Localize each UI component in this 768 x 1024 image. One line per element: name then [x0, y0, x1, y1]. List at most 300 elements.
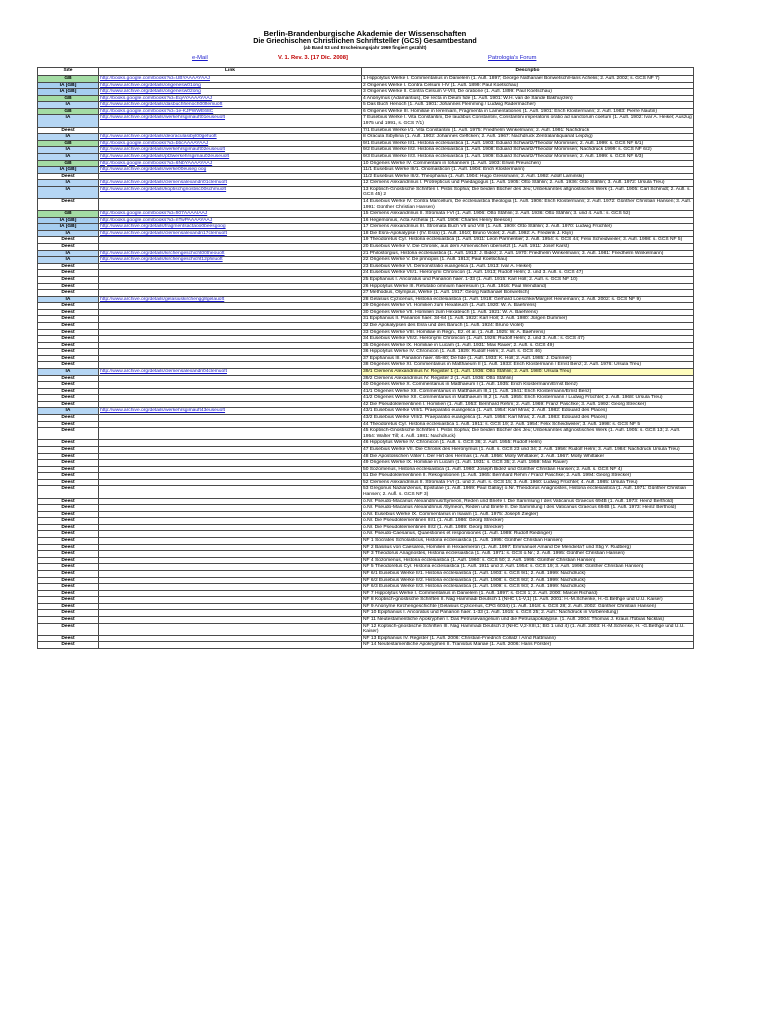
site-cell: Deest	[38, 388, 99, 395]
table-row	[38, 453, 694, 460]
table-row	[38, 597, 694, 604]
description-cell: 41/1 Origenes Werke XII. Commentarius in Matthaeum III,1 (1. Aufl. 1941: Erich Klostermann/Ernst Benz)	[362, 388, 694, 395]
site-cell: Deest	[38, 342, 99, 349]
link-cell[interactable]: http://books.google.com/books?id=1e-KJPWWE68C	[99, 108, 362, 115]
site-cell: Deest	[38, 616, 99, 623]
column-header-link: Link	[99, 68, 362, 76]
site-cell: Deest	[38, 551, 99, 558]
table-row	[38, 388, 694, 395]
link-cell[interactable]: http://books.google.com/books?id=UBYAAAAYAAJ	[99, 76, 362, 83]
table-row	[38, 217, 694, 224]
link-cell[interactable]: http://www.archive.org/details/kirchengeschicht12philuoft	[99, 257, 362, 264]
table-row	[38, 336, 694, 343]
link-cell[interactable]: http://books.google.com/books?id=bbcAAAAYAAJ	[99, 140, 362, 147]
table-row	[38, 153, 694, 160]
table-row	[38, 224, 694, 231]
forum-link[interactable]: Patrologia's Forum	[488, 55, 537, 61]
description-cell: 9/1 Eusebius Werke II/1. Historia ecclesiastica (1. Aufl. 1903: Eduard Schwartz/Theodor Mommsen; 2. Aufl. 1999: s. GCS NF 6/1)	[362, 140, 694, 147]
site-cell: GB	[38, 95, 99, 102]
table-row	[38, 115, 694, 127]
link-cell	[99, 395, 362, 402]
description-cell: 11/2 Eusebius Werke III/2. Theophania (1. Aufl. 1904: Hugo Gressmann; 2. Aufl. 1992: Adolf Laminski)	[362, 173, 694, 180]
link-cell	[99, 616, 362, 623]
site-cell: Deest	[38, 590, 99, 597]
link-cell	[99, 329, 362, 336]
description-cell: 34 Eusebius Werke VII/2. Hieronymi Chronicon (1. Aufl. 1926: Rudolf Helm; 2. und 3. Aufl.: s. GCS 47)	[362, 336, 694, 343]
link-cell[interactable]: http://books.google.com/books?id=EqAYAAAAYAAJ	[99, 95, 362, 102]
table-row	[38, 349, 694, 356]
description-cell: 12 Clemens Alexandrinus I. Protrepticus und Paedagogus (1. Aufl. 1905: Otto Stählin; 2. Aufl. 1936: Otto Stählin; 3. Aufl. 1972: Ursula Treu)	[362, 180, 694, 187]
table-row	[38, 230, 694, 237]
document-subtitle: Die Griechischen Christlichen Schriftsteller (GCS) Gesamtbestand	[253, 37, 477, 45]
link-cell	[99, 283, 362, 290]
table-body	[38, 76, 694, 649]
site-cell: Deest	[38, 486, 99, 498]
table-row	[38, 428, 694, 440]
column-header-descriptio: Descriptio	[362, 68, 694, 76]
site-cell: IA	[38, 230, 99, 237]
site-cell: IA	[38, 186, 99, 198]
link-cell[interactable]: http://www.archive.org/details/deoraculasibyl00gefuoft	[99, 134, 362, 141]
description-cell: NF 8 Koptisch-gnostische Schriften II. Nag Hammadi Deutsch 1 (NHC I,1-V,1) (1. Aufl. 2001: H.-M.Schenke, H.-G.Bethge und U.U. Kaiser)	[362, 597, 694, 604]
table-header-row	[38, 68, 694, 76]
table-row	[38, 538, 694, 545]
table-row	[38, 382, 694, 389]
site-cell: IA [GB]	[38, 224, 99, 231]
table-row	[38, 95, 694, 102]
table-row	[38, 322, 694, 329]
description-cell: 21 Philostorgius, Historia ecclesiastica (1. Aufl. 1913: J. Bidez; 2. Aufl. 1970: Friedhelm Winkelmann; 3. Aufl. 1981: Friedhelm Winkelmann)	[362, 250, 694, 257]
link-cell[interactable]: http://www.archive.org/details/clemensalexandri17clemuoft	[99, 230, 362, 237]
table-row	[38, 408, 694, 415]
site-cell: Deest	[38, 531, 99, 538]
site-cell: Deest	[38, 524, 99, 531]
link-cell	[99, 421, 362, 428]
link-cell[interactable]: http://www.archive.org/details/origenesw02orig	[99, 89, 362, 96]
link-cell[interactable]: http://www.archive.org/details/origenesw01orig	[99, 82, 362, 89]
link-cell	[99, 388, 362, 395]
link-cell	[99, 577, 362, 584]
site-cell: Deest	[38, 623, 99, 635]
table-row	[38, 180, 694, 187]
site-cell: IA	[38, 408, 99, 415]
table-row	[38, 102, 694, 109]
table-row	[38, 244, 694, 251]
description-cell: 9/2 Eusebius Werke II/2. Historia ecclesiastica (1. Aufl. 1908: Eduard Schwartz/Theodor Mommsen; Nachdruck 1999: s. GCS NF 6/2)	[362, 147, 694, 154]
site-cell: Deest	[38, 401, 99, 408]
table-row	[38, 590, 694, 597]
table-row	[38, 257, 694, 264]
site-cell: Deest	[38, 283, 99, 290]
table-row	[38, 82, 694, 89]
description-cell: NF 4 Sozomenus, Historia ecclesiastica (1. Aufl. 1960: s. GCS 50; 2. Aufl. 1995: Günther Christian Hansen)	[362, 557, 694, 564]
link-cell	[99, 382, 362, 389]
description-cell: NF 12 Koptisch-gnostische Schriften III. Nag Hammadi Deutsch 2 (NHC V,2-XIII,1; BG 1 und 4) (1. Aufl. 2003: H.-M.Schenke, H. -G.Bethge und U.U. Kaiser)	[362, 623, 694, 635]
site-cell: Deest	[38, 446, 99, 453]
description-cell: 30 Origenes Werke VII. Homilien zum Hexateuch (1. Aufl. 1921: W. A. Baehrens)	[362, 309, 694, 316]
site-cell: Deest	[38, 263, 99, 270]
description-cell: 43/1 Eusebius Werke VIII/1. Praeparatio euangelica (1. Aufl. 1954: Karl Mras; 2. Aufl. 1982: Édouard des Places)	[362, 408, 694, 415]
site-cell: Deest	[38, 570, 99, 577]
table-row	[38, 303, 694, 310]
description-cell: 28 Gelasius Cyzicenus, Historia ecclesiastica (1. Aufl. 1918: Gerhard Loeschke/Margret Heinemann; 2. Aufl. 2002: s. GCS NF 9)	[362, 296, 694, 303]
description-cell: NF 6/3 Eusebius Werke II/3. Historia ecclesiastica (1. Aufl. 1909: s. GCS 9/3; 2. Aufl. 1999: Nachdruck)	[362, 584, 694, 591]
link-cell[interactable]: http://www.archive.org/details/werkehrsgimauft02euseuoft	[99, 147, 362, 154]
link-cell	[99, 524, 362, 531]
table-row	[38, 603, 694, 610]
site-cell: IA [GB]	[38, 82, 99, 89]
description-cell: 37 Epiphanius III. Panarion haer. 65-80; De fide (1. Aufl. 1933: K. Holl; 2. Aufl. 1985: J. Dummer)	[362, 355, 694, 362]
link-cell	[99, 355, 362, 362]
link-cell	[99, 428, 362, 440]
table-row	[38, 173, 694, 180]
site-cell: Deest	[38, 276, 99, 283]
site-cell: Deest	[38, 453, 99, 460]
table-row	[38, 270, 694, 277]
table-row	[38, 160, 694, 167]
site-cell: Deest	[38, 577, 99, 584]
link-cell	[99, 557, 362, 564]
description-cell: o.Nr. Die Pseudoklementinen III/1 (1. Aufl. 1986: Georg Strecker)	[362, 518, 694, 525]
link-cell	[99, 362, 362, 369]
link-cell[interactable]: http://books.google.com/books?id=nTwPAAAAYAAJ	[99, 217, 362, 224]
link-cell[interactable]: http://books.google.com/books?id=6NbYAAAAYAAJ	[99, 160, 362, 167]
link-cell	[99, 570, 362, 577]
table-row	[38, 577, 694, 584]
description-cell: 36 Hippolytus Werke IV. Chronicon (1. Aufl. 1929: Rudolf Helm; 2. Aufl. s. GCS 46)	[362, 349, 694, 356]
description-cell: 23 Eusebius Werke VI. Demonstratio euangelica (1. Aufl. 1913: Ivar A. Heikel)	[362, 263, 694, 270]
table-row	[38, 440, 694, 447]
site-cell: Deest	[38, 642, 99, 649]
table-row	[38, 635, 694, 642]
table-row	[38, 108, 694, 115]
link-cell[interactable]: http://www.archive.org/details/fragmentsactaoo0beesgoog	[99, 224, 362, 231]
table-row	[38, 186, 694, 198]
table-row	[38, 466, 694, 473]
table-row	[38, 342, 694, 349]
description-cell: 53 Gregorius Nazianzenus, Epistulae (1. Aufl. 1969: Paul Gallay) o.Nr. Theodorus Anagnostes, Historia ecclesiastica (1. Aufl. 1971: Günther Christian Hansen; 2. Aufl. s. GCS NF 3)	[362, 486, 694, 498]
link-cell	[99, 263, 362, 270]
table-row	[38, 198, 694, 210]
table-row	[38, 76, 694, 83]
table-row	[38, 316, 694, 323]
document-title: Berlin-Brandenburgische Akademie der Wissenschaften	[263, 29, 467, 38]
description-cell: 15 Clemens Alexandrinus II. Stromata I-VI (1. Aufl. 1906: Otto Stählin; 2. Aufl. 1936: Otto Stählin; 3. und 4. Aufl.: s. GCS 52)	[362, 211, 694, 218]
description-cell: NF 11 Neutestamentliche Apokryphen I. Das Petrusevangelium und die Petrusapokalypse. (1. Aufl. 2004: Thomas J. Kraus /Tobias Nicklas)	[362, 616, 694, 623]
description-cell: 4 Anonymus (Adamantius), De recta in Deum fide (1. Aufl. 1901: W.H. van de Sande Bakhuyzen)	[362, 95, 694, 102]
description-cell: 16 Hegemonius, Acta Archelai (1. Aufl. 1906: Charles Henry Beeson)	[362, 217, 694, 224]
description-cell: 29 Origenes Werke VI. Homilien zum Hexateuch (1. Aufl. 1920: W. A. Baehrens)	[362, 303, 694, 310]
site-cell: IA	[38, 180, 99, 187]
link-cell	[99, 244, 362, 251]
site-cell: Deest	[38, 375, 99, 382]
link-cell	[99, 322, 362, 329]
site-cell: Deest	[38, 290, 99, 297]
description-cell: 3 Origenes Werke II. Contra Celsum V-VIII, De oratione (1. Aufl. 1899: Paul Koetschau)	[362, 89, 694, 96]
site-cell: GB	[38, 76, 99, 83]
link-cell[interactable]: http://www.archive.org/details/werkehrsgimauft43euseuoft	[99, 408, 362, 415]
description-cell: 14 Eusebius Werke IV. Contra Marcellum, De ecclesiastica theologia (1. Aufl. 1906: Erich Klostermann; 2. Aufl. 1972: Günther Christian Hansen; 3. Aufl. 1991: Günther Christian Hansen)	[362, 198, 694, 210]
link-cell	[99, 544, 362, 551]
link-cell	[99, 584, 362, 591]
table-row	[38, 479, 694, 486]
description-cell: NF 5 Theodoretus Cyr. Historia ecclesiastica (1. Aufl. 1911 und 2. Aufl. 1954: s. GCS 19; 3. Aufl. 1998: Günther Christian Hansen)	[362, 564, 694, 571]
table-row	[38, 355, 694, 362]
table-row	[38, 564, 694, 571]
site-cell: Deest	[38, 557, 99, 564]
site-cell: Deest	[38, 466, 99, 473]
link-cell[interactable]: http://www.archive.org/details/dasbuchhenoch00flemuoft	[99, 102, 362, 109]
link-cell	[99, 466, 362, 473]
site-cell: GB	[38, 211, 99, 218]
link-cell	[99, 642, 362, 649]
link-cell[interactable]: http://books.google.com/books?id=fI07AAAAIAAJ	[99, 211, 362, 218]
table-row	[38, 375, 694, 382]
description-cell: 20 Eusebius Werke V. Die Chronik, aus dem Armenischen übersetzt (1. Aufl. 1911: Josef Karst)	[362, 244, 694, 251]
table-row	[38, 518, 694, 525]
description-cell: 7/1 Eusebius Werke I/1. Vita Constantini (1. Aufl. 1975: Friedhelm Winkelmann; 2. Aufl. 1991: Nachdruck	[362, 127, 694, 134]
description-cell: NF 6/2 Eusebius Werke II/2. Historia ecclesiastica (1. Aufl. 1908: s. GCS 9/2; 2. Aufl. 1999: Nachdruck)	[362, 577, 694, 584]
link-cell	[99, 538, 362, 545]
description-cell: 52 Clemens Alexandrinus II. Stromata I-VI (1. und 2. Aufl. s. GCS 15; 3. Aufl. 1960: Ludwig Früchtel; 4. Aufl. 1985: Ursula Treu)	[362, 479, 694, 486]
description-cell: 5 Das Buch Henoch (1. Aufl. 1901: Johannes Flemming / Ludwig Radermacher)	[362, 102, 694, 109]
site-cell: IA	[38, 250, 99, 257]
table-row	[38, 642, 694, 649]
table-row	[38, 557, 694, 564]
description-cell: 41/2 Origenes Werke XII. Commentarius in Matthaeum III,2 (1. Aufl. 1955: Erich Klostermann / Ludwig Früchtel; 2. Aufl. 1968: Ursula Treu)	[362, 395, 694, 402]
table-row	[38, 250, 694, 257]
table-row	[38, 127, 694, 134]
link-cell[interactable]: http://www.archive.org/details/pt3werkehrsgimau02euseuoft	[99, 153, 362, 160]
site-cell: Deest	[38, 603, 99, 610]
link-cell	[99, 473, 362, 480]
description-cell: 26 Hippolytus Werke III. Refutatio omnium haeresium (1. Aufl. 1916: Paul Wendland)	[362, 283, 694, 290]
site-cell: Deest	[38, 349, 99, 356]
link-cell	[99, 336, 362, 343]
table-row	[38, 276, 694, 283]
link-cell	[99, 198, 362, 210]
link-cell	[99, 290, 362, 297]
description-cell: 6 Origenes Werke III. Homiliae in Ieremiam, Fragmenta in Lamentationes (1. Aufl. 1901: Erich Klostermann; 2. Aufl. 1983: Pierre Nautin)	[362, 108, 694, 115]
link-cell	[99, 127, 362, 134]
site-cell: Deest	[38, 415, 99, 422]
table-row	[38, 570, 694, 577]
site-cell: Deest	[38, 564, 99, 571]
link-cell[interactable]: http://www.archive.org/details/gelasiuskirchengg8gelauoft	[99, 296, 362, 303]
description-cell: 38 Origenes Werke XI. Commentarius in Matthaeum II (1. Aufl. 1933: Erich Klostermann / Ernst Benz; 2. Aufl. 1976: Ursula Treu)	[362, 362, 694, 369]
site-cell: Deest	[38, 362, 99, 369]
table-row	[38, 290, 694, 297]
description-cell: NF 3 Theodorus Anagnostes, Historia ecclesiastica (1. Aufl. 1971: s. GCS o.Nr.; 2. Aufl. 1995: Günther Christian Hansen)	[362, 551, 694, 558]
link-cell[interactable]: http://www.archive.org/details/werkehrsgimauft01euseuoft	[99, 115, 362, 127]
site-cell: Deest	[38, 544, 99, 551]
table-row	[38, 544, 694, 551]
table-row	[38, 498, 694, 505]
link-cell[interactable]: http://www.archive.org/details/kirchengeschicht00theouoft	[99, 250, 362, 257]
site-cell: Deest	[38, 198, 99, 210]
description-cell: 22 Origenes Werke V. De principiis (1. Aufl. 1913; Paul Koetschau)	[362, 257, 694, 264]
description-cell: 46 Hippolytus Werke IV. Chronicon (1. Aufl. s. GCS 36; 2. Aufl. 1955: Rudolf Helm)	[362, 440, 694, 447]
table-row	[38, 211, 694, 218]
site-cell: Deest	[38, 428, 99, 440]
description-cell: 32 Die Apokalypsen des Esra und des Baruch (1. Aufl. 1924: Bruno Violet)	[362, 322, 694, 329]
table-row	[38, 505, 694, 512]
link-cell	[99, 564, 362, 571]
table-row	[38, 147, 694, 154]
description-cell: 1 Hippolytus Werke I. Commentarius in Danielem (1. Aufl. 1897; George Nathanael Bonwetsch/Hans Achelis; 2. Aufl. 2002; s. GCS NF 7)	[362, 76, 694, 83]
description-cell: o.Nr. Die Pseudoklementinen III/2 (1. Aufl. 1989: Georg Strecker)	[362, 524, 694, 531]
site-cell: Deest	[38, 173, 99, 180]
site-cell: IA	[38, 296, 99, 303]
table-row	[38, 89, 694, 96]
site-cell: Deest	[38, 355, 99, 362]
description-cell: 43/2 Eusebius Werke VIII/2. Praeparatio euangelica (1. Aufl. 1956: Karl Mras; 2. Aufl. 1983: Édouard des Places)	[362, 415, 694, 422]
description-cell: 35 Origenes Werke IX. Homiliae in Lucam (1. Aufl. 1931: Max Rauer; 2. Aufl. s. GCS 49)	[362, 342, 694, 349]
description-cell: NF 14 Neutestamentliche Apokryphen II. Transitus Mariae (1. Aufl. 2006: Hans Förster)	[362, 642, 694, 649]
description-cell: 24 Eusebius Werke VII/1. Hieronymi Chronicon (1. Aufl. 1913; Rudolf Helm; 2. und 3. Aufl. s. GCS 47)	[362, 270, 694, 277]
site-cell: IA	[38, 369, 99, 376]
link-cell	[99, 597, 362, 604]
link-cell	[99, 518, 362, 525]
table-row	[38, 283, 694, 290]
description-cell: NF 10 Epiphanius I. Ancoratus und Panarion haer. 1-33 (1. Aufl. 1915: s. GCS 25; 2. Aufl.: Nachdruck in Vorbereitung)	[362, 610, 694, 617]
description-cell: 7 Eusebius Werke I. Vita Constantini, De laudibus Constantini, Constantini imperatoris oratio ad sanctorum coetum (1. Aufl. 1902: Ivar A. Heikel; Auszug 1975 und 1991, s. GCS 7/1)	[363, 115, 692, 127]
link-cell	[99, 460, 362, 467]
description-cell: NF 13 Epiphanius IV. Register (1. Aufl. 2006: Christian-Friedrich Collatz / Arnd Rattmann)	[362, 635, 694, 642]
link-cell	[99, 309, 362, 316]
site-cell: IA [GB]	[38, 167, 99, 174]
link-cell	[99, 440, 362, 447]
table-row	[38, 473, 694, 480]
document-note: (ab Band 53 und Erscheinungsjahr 1969 fingiert gezählt)	[303, 45, 427, 50]
table-row	[38, 421, 694, 428]
description-cell: 2 Origenes Werke I. Contra Celsum I-IV (1. Aufl. 1899: Paul Koetschau)	[362, 82, 694, 89]
description-cell: 31 Epiphanius II. Panarion haer. 34-64 (1. Aufl. 1922: Karl Holl; 2. Aufl. 1980: Jürgen Dummer)	[362, 316, 694, 323]
link-cell	[99, 623, 362, 635]
link-cell	[99, 610, 362, 617]
description-cell: 11/1 Eusebius Werke III/1. Onomasticon (1. Aufl. 1904: Erich Klostermann)	[362, 167, 694, 174]
description-cell: 47 Eusebius Werke VII. Die Chronik des Hieronymus (1. Aufl. s. GCS 23 und 34; 2. Aufl. 1956: Rudolf Helm; 3. Aufl. 1984: Nachdruck Ursula Treu)	[362, 446, 694, 453]
site-cell: Deest	[38, 473, 99, 480]
table-row	[38, 296, 694, 303]
link-cell	[99, 511, 362, 518]
site-cell: Deest	[38, 479, 99, 486]
site-cell: Deest	[38, 597, 99, 604]
table-row	[38, 263, 694, 270]
site-cell: Deest	[38, 329, 99, 336]
description-cell: 50 Sozomenus, Historia ecclesiastica (1. Aufl. 1960: Joseph Bidez und Günther Christian Hansen; 2. Aufl. s. GCS NF 4)	[362, 466, 694, 473]
link-cell	[99, 479, 362, 486]
table-row	[38, 531, 694, 538]
description-cell: 45 Koptisch-Gnostische Schriften I. Pistis Sophia; Die beiden Bücher des Jeu; Unbekanntes altgnostisches Werk (1. Aufl. 1905: s. GCS 13; 2. Aufl. 1954: Walter Till; 4. Aufl. 1981: Nachdruck)	[362, 428, 694, 440]
site-cell: Deest	[38, 382, 99, 389]
description-cell: 48 Die Apostolischen Väter I. Der Hirt des Hermas (1. Aufl. 1956: Molly Whittaker; 2. Aufl. 1967: Molly Whittaker	[362, 453, 694, 460]
description-cell: 13 Koptisch-Gnostische Schriften I. Pistis Sophia; Die beiden Bücher des Jeu; Unbekanntes altgnostisches Werk (1. Aufl. 1905: Carl Schmidt; 2. Aufl. s. GCS 45) 2	[362, 186, 694, 198]
link-cell	[99, 590, 362, 597]
table-row	[38, 237, 694, 244]
site-cell: IA	[38, 147, 99, 154]
table-row	[38, 486, 694, 498]
site-cell: IA	[38, 153, 99, 160]
table-row	[38, 167, 694, 174]
link-cell	[99, 486, 362, 498]
description-cell: o.Nr. Pseudo-Macarius Alexandrinus/Symeon, Reden und Briefe I. Die Sammlung I des Vaticanus Graecus 694B (1. Aufl. 1973: Heinz Berthold)	[362, 498, 694, 505]
link-cell	[99, 173, 362, 180]
link-cell[interactable]: http://www.archive.org/details/clemensalexandri04clemuoft	[99, 369, 362, 376]
site-cell: IA [GB]	[38, 89, 99, 96]
description-cell: 33 Origenes Werke VIII. Homiliae in Regn., Ez. et al. (1. Aufl. 1925: W. A. Baehrens)	[362, 329, 694, 336]
table-row	[38, 460, 694, 467]
link-cell	[99, 316, 362, 323]
site-cell: Deest	[38, 237, 99, 244]
table-row	[38, 616, 694, 623]
description-cell: NF 2 Basilius von Caesarea, Homilien in Hexaemeron (1. Aufl. 1997: Emmanuel Amand De Mendieta† und Stig Y. Rudberg)	[362, 544, 694, 551]
description-cell: o.Nr. Pseudo-Caesarius, Quaestiones et responsiones (1. Aufl. 1989: Rudolf Riedinger)	[362, 531, 694, 538]
description-cell: 39/2 Clemens Alexandrinus IV. Register 2 (1. Aufl. 1936: Otto Stählin)	[362, 375, 694, 382]
site-cell: IA	[38, 134, 99, 141]
description-cell: NF 1 Socrates Scholasticus, Historia ecclesiastica (1. Aufl. 1995: Günther Christian Hansen)	[362, 538, 694, 545]
table-row	[38, 401, 694, 408]
description-cell: NF 9 Anonyme Kirchengeschichte (Gelasius Cyzicenus, CPG 6034) (1. Aufl. 1918: s. GCS 28; 2. Aufl. 2002: Günther Christian Hansen)	[362, 603, 694, 610]
link-cell	[99, 531, 362, 538]
description-cell: 44 Theodoretus Cyr. Historia ecclesiastica 1. Aufl. 1911: s. GCS 19; 2. Aufl. 1954: Felix Scheidweiler; 3. Aufl. 1998: s. GCS NF 5	[362, 421, 694, 428]
column-header-site: Site	[38, 68, 99, 76]
site-cell: Deest	[38, 635, 99, 642]
site-cell: GB	[38, 108, 99, 115]
site-cell: Deest	[38, 303, 99, 310]
site-cell: Deest	[38, 309, 99, 316]
email-link[interactable]: e-Mail	[192, 55, 208, 61]
site-cell: Deest	[38, 322, 99, 329]
link-cell	[99, 375, 362, 382]
description-cell: 18 Die Esra-Apokalypse I (IV. Esra) (1. Aufl. 1910; Bruno Violet; 2. Aufl. 1992: A. Frederik J. Klijn)	[362, 230, 694, 237]
description-cell: 51 Die Pseudoklementinen II. Rekognitionen (1. Aufl. 1965: Bernhard Rehm / Franz Paschke; 2. Aufl. 1994: Georg Strecker)	[362, 473, 694, 480]
site-cell: Deest	[38, 584, 99, 591]
site-cell: IA	[38, 257, 99, 264]
link-cell	[99, 237, 362, 244]
description-cell: 25 Epiphanius I. Ancoratus und Panarion haer. 1-33 (1. Aufl. 1915: Karl Holl; 2. Aufl. s. GCS NF 10)	[362, 276, 694, 283]
link-cell	[99, 635, 362, 642]
link-cell	[99, 349, 362, 356]
site-cell: Deest	[38, 336, 99, 343]
table-row	[38, 610, 694, 617]
link-cell[interactable]: http://www.archive.org/details/clemensalexandri01clemuoft	[99, 180, 362, 187]
site-cell: Deest	[38, 505, 99, 512]
link-cell	[99, 551, 362, 558]
catalog-table	[37, 67, 694, 649]
description-cell: 40 Origenes Werke X. Commentarius in Matthaeum I (1. Aufl. 1935: Erich Klostermann/Ernst Benz)	[362, 382, 694, 389]
link-cell	[99, 498, 362, 505]
site-cell: Deest	[38, 518, 99, 525]
table-row	[38, 623, 694, 635]
link-cell	[99, 342, 362, 349]
link-cell[interactable]: http://www.archive.org/details/werke00euseg oog	[99, 167, 362, 174]
site-cell: IA	[38, 102, 99, 109]
link-cell	[99, 303, 362, 310]
site-cell: Deest	[38, 244, 99, 251]
table-row	[38, 140, 694, 147]
link-cell	[99, 401, 362, 408]
link-cell	[99, 270, 362, 277]
description-cell: 17 Clemens Alexandrinus III. Stromata Buch VII und VIII (1. Aufl. 1909: Otto Stählin; 2. Aufl. 1970: Ludwig Früchtel)	[362, 224, 694, 231]
table-row	[38, 362, 694, 369]
table-row	[38, 395, 694, 402]
description-cell: 49 Origenes Werke IX. Homiliae in Lucam (1. Aufl. 1931: s. GCS 35; 2. Aufl. 1959: Max Rauer)	[362, 460, 694, 467]
description-cell: 27 Methodius, Olympius, Werke (1. Aufl. 1917: Georg Nathanael Bonwetsch)	[362, 290, 694, 297]
link-cell[interactable]: http://www.archive.org/details/koptischgnostisc00schmuoft	[99, 186, 362, 198]
table-row	[38, 511, 694, 518]
site-cell: Deest	[38, 395, 99, 402]
